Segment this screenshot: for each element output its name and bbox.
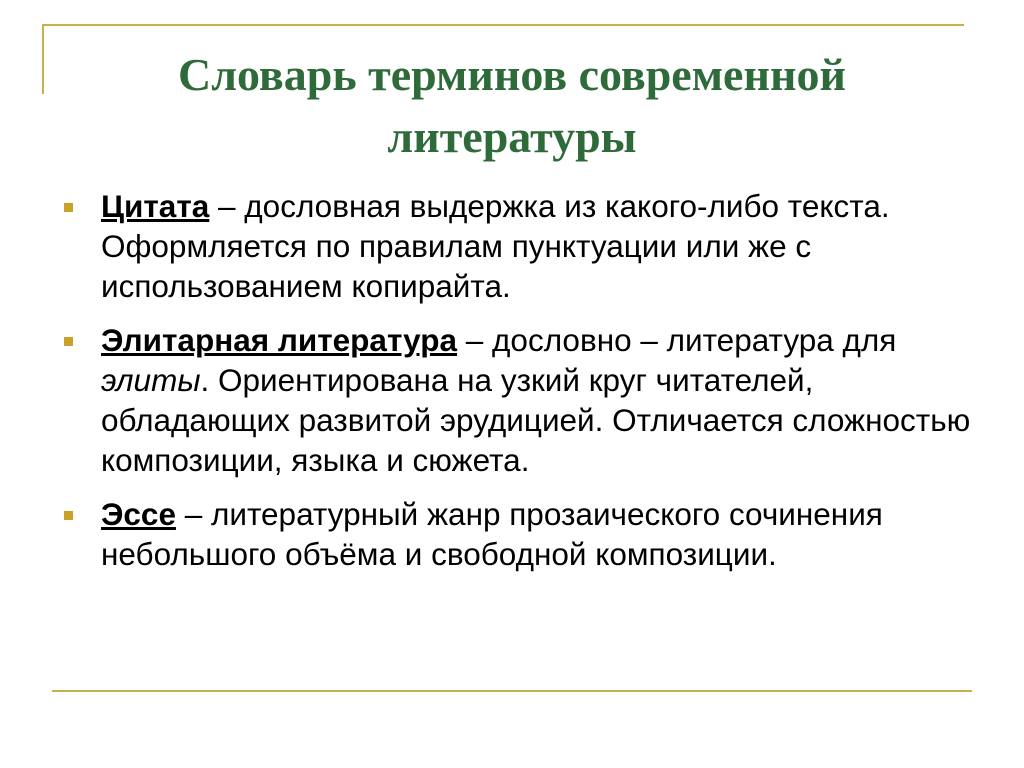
term-elite-literature: Элитарная литература bbox=[101, 322, 458, 358]
bottom-rule bbox=[52, 690, 972, 692]
definition-emphasis: элиты bbox=[101, 362, 201, 398]
term-list bbox=[60, 186, 980, 588]
left-rule bbox=[42, 24, 44, 94]
title-line-2: литературы bbox=[387, 111, 637, 162]
definition-text: . Ориентирована на узкий круг читателей, обладающих развитой эрудицией. Отличается сложностью композиции, языка и сюжета. bbox=[101, 362, 971, 478]
title-line-1: Словарь терминов современной bbox=[178, 49, 846, 100]
definition-text: – литературный жанр прозаического сочинения небольшого объёма и свободной композиции. bbox=[101, 496, 883, 572]
term-citation: Цитата bbox=[101, 188, 210, 224]
square-bullet-icon bbox=[64, 511, 73, 520]
definition-text: – дословно – литература для bbox=[457, 322, 897, 358]
square-bullet-icon bbox=[64, 203, 73, 212]
slide-title bbox=[60, 44, 964, 168]
term-essay: Эссе bbox=[101, 496, 176, 532]
list-item bbox=[60, 186, 980, 306]
list-item bbox=[60, 494, 980, 574]
square-bullet-icon bbox=[64, 337, 73, 346]
top-rule bbox=[42, 24, 964, 26]
definition-text: – дословная выдержка из какого-либо текста. Оформляется по правилам пунктуации или же с использованием копирайта. bbox=[101, 188, 890, 304]
list-item bbox=[60, 320, 980, 480]
